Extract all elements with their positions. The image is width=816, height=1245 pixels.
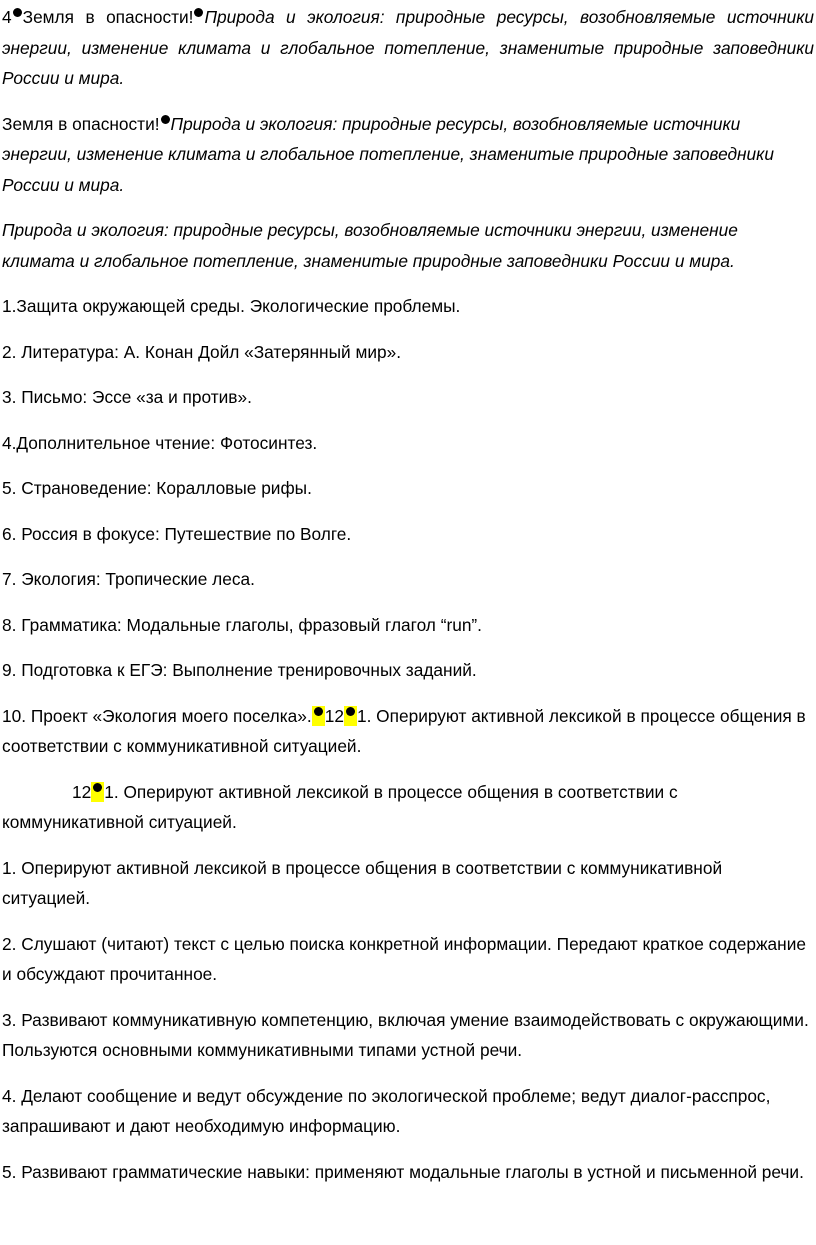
lesson-item-10 (2, 701, 814, 762)
outcome-item-1: 1. Оперируют активной лексикой в процессе общения в соответствии с коммуникативной ситуацией. (2, 857, 723, 908)
bullet-icon (314, 707, 323, 716)
lesson-10-outcome: 1. Оперируют активной лексикой в процессе общения в соответствии с коммуникативной ситуацией. (2, 705, 806, 756)
bullet-icon (194, 8, 203, 17)
highlighted-bullet (91, 782, 104, 802)
bullet-icon (93, 783, 102, 792)
bullet-icon (346, 707, 355, 716)
module-subtitle: Природа и экология: природные ресурсы, возобновляемые источники энергии, изменение климата и глобальное потепление, знаменитые природные заповедники России и мира. (2, 7, 814, 88)
outcome-item-2: 2. Слушают (читают) текст с целью поиска конкретной информации. Передают краткое содержание и обсуждают прочитанное. (2, 933, 806, 984)
outcome-item-3: 3. Развивают коммуникативную компетенцию, включая умение взаимодействовать с окружающими. Пользуются основными коммуникативными типами устной речи. (2, 1009, 809, 1060)
hours-outcome-line (2, 777, 814, 838)
module-title-repeat: Земля в опасности! (2, 113, 160, 134)
highlighted-bullet (312, 706, 325, 726)
lesson-item-1: 1.Защита окружающей среды. Экологические проблемы. (2, 296, 461, 316)
hours-count: 12 (324, 705, 344, 726)
module-heading (2, 2, 814, 94)
outcome-item-5: 5. Развивают грамматические навыки: применяют модальные глаголы в устной и письменной речи. (2, 1161, 804, 1182)
lesson-item-8: 8. Грамматика: Модальные глаголы, фразовый глагол “run”. (2, 614, 482, 635)
module-heading-repeat (2, 109, 814, 201)
lesson-item-9: 9. Подготовка к ЕГЭ: Выполнение тренировочных заданий. (2, 660, 477, 680)
module-title: Земля в опасности! (22, 7, 194, 27)
hours-count: 12 (72, 781, 92, 802)
hours-outcome: 1. Оперируют активной лексикой в процессе общения в соответствии с коммуникативной ситуацией. (2, 781, 678, 832)
topic-summary: Природа и экология: природные ресурсы, возобновляемые источники энергии, изменение климата и глобальное потепление, знаменитые природные заповедники России и мира. (2, 220, 738, 271)
bullet-icon (13, 8, 22, 17)
module-subtitle-repeat: Природа и экология: природные ресурсы, возобновляемые источники энергии, изменение климата и глобальное потепление, знаменитые природные заповедники России и мира. (2, 113, 774, 195)
lesson-10-text: 10. Проект «Экология моего поселка». (2, 705, 312, 726)
bullet-icon (161, 115, 170, 124)
lesson-item-3: 3. Письмо: Эссе «за и против». (2, 387, 252, 407)
highlighted-bullet (344, 706, 357, 726)
lesson-item-5: 5. Страноведение: Коралловые рифы. (2, 478, 312, 498)
lesson-item-7: 7. Экология: Тропические леса. (2, 569, 255, 589)
outcome-item-4: 4. Делают сообщение и ведут обсуждение по экологической проблеме; ведут диалог-расспрос, запрашивают и дают необходимую информацию. (2, 1085, 771, 1136)
lesson-item-4: 4.Дополнительное чтение: Фотосинтез. (2, 432, 318, 453)
module-number: 4 (2, 7, 12, 27)
lesson-item-6: 6. Россия в фокусе: Путешествие по Волге. (2, 523, 352, 544)
lesson-item-2: 2. Литература: А. Конан Дойл «Затерянный мир». (2, 341, 402, 362)
